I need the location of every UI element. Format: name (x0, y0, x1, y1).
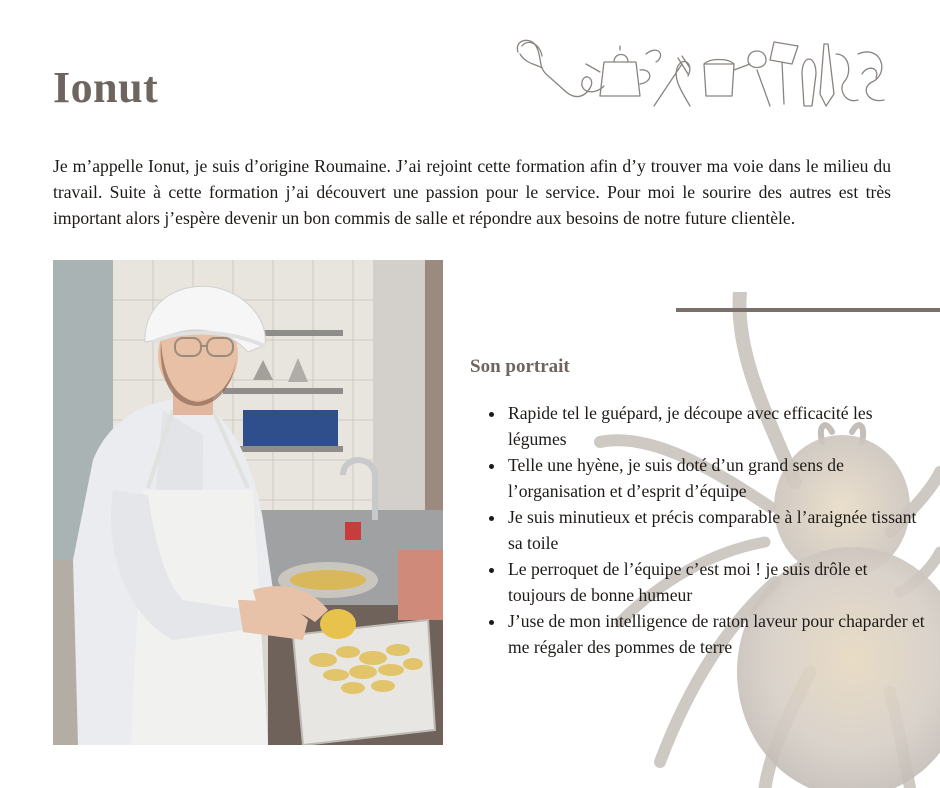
list-item: • Je suis minutieux et précis comparable à l’araignée tissant sa toile (506, 504, 926, 556)
section-divider (676, 308, 940, 312)
intro-paragraph: Je m’appelle Ionut, je suis d’origine Roumaine. J’ai rejoint cette formation afin d’y trouver ma voie dans le milieu du travail. Suite à cette formation j’ai découvert une passion pour le service. Pour moi le sourire des autres est très important alors j’espère devenir un bon commis de salle et répondre aux besoins de notre future clientèle. (53, 155, 891, 228)
list-item: • J’use de mon intelligence de raton laveur pour chaparder et me régaler des pommes de terre (506, 608, 926, 660)
kitchen-utensils-doodle (512, 34, 896, 110)
list-item: • Le perroquet de l’équipe c’est moi ! je suis drôle et toujours de bonne humeur (506, 556, 926, 608)
portrait-heading: Son portrait (470, 356, 570, 377)
portrait-traits-list (470, 400, 926, 660)
kitchen-photo (53, 260, 443, 745)
list-item: • Rapide tel le guépard, je découpe avec efficacité les légumes (506, 400, 926, 452)
list-item: • Telle une hyène, je suis doté d’un grand sens de l’organisation et d’esprit d’équipe (506, 452, 926, 504)
page-title: Ionut (53, 63, 159, 112)
